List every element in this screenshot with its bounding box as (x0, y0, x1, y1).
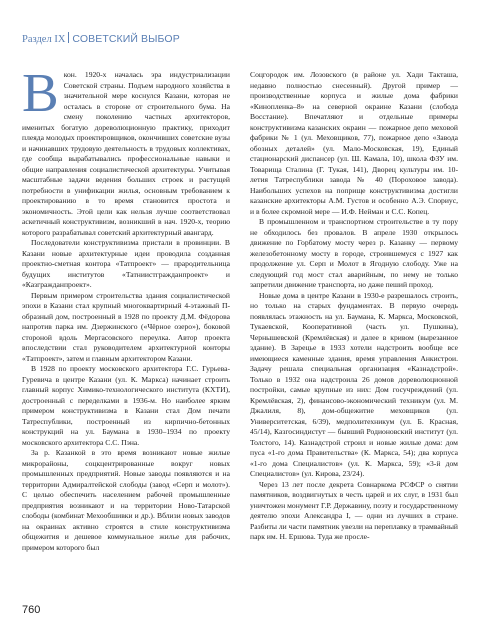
left-column (22, 62, 230, 553)
paragraph: Последователи конструктивизма пристали в провинции. В Казани новые архитектурные идеи проводила созданная проектно-сметная контора «Татпроект» — прародительница будущих институтов «Татниистгражданпроект» и «Казгражданпроект». (22, 238, 230, 289)
paragraph: За р. Казанкой в это время возникают новые жилые микрорайоны, соцкцентрированные вокруг новых промышленных предприятий. Новые заводы появляются и на территории Адмиралтейской слободы (завод «Серп и молот»). С целью обеспечить населением рабочей промышленные предприятия возникают и на территории Ново-Татарской слободы (комбинат Мехообшивки и др.). Вблизи новых заводов на окраинах активно строятся в стиле конструктивизма общежития и дешевое коммунальное жилье для рабочих, примером которого был (22, 448, 230, 552)
paragraph: Через 13 лет после декрета Совнаркома РСФСР о снятии памятников, воздвигнутых в честь царей и их слуг, в 1931 был уничтожен монумент Г.Р. Державину, поэту и государственному деятелю эпохи Александра I, — одни из лучших в стране. Разбиты ли части памятник увезли на переплавку в трамвайный парк им. Н. Ершова. Туда же просле- (250, 479, 458, 541)
paragraph: В 1928 по проекту московского архитектора Г.С. Гурьева-Гуревича в центре Казани (ул. К. Маркса) начинает строить главный корпус Химико-технологического института (КХТИ), достроенный с переделками в 1936-м. Но наиболее ярким примером конструктивизма в Казани стал Дом печати Татреспублики, построенный из кирпично-бетонных конструкций на ул. Баумана в 1930–1934 по проекту московского архитектора С.С. Пэна. (22, 364, 230, 447)
running-header (22, 32, 462, 46)
paragraph: В промышленном и транспортном строительстве в ту пору не обходилось без провалов. В апреле 1930 открылось движение по Горбатому мосту через р. Казанку — первому железобетонному мосту в городе, строившемуся с 1927 как продолжение ул. Серп и Молот в Ягодную слободу. Уже на следующий год мост стал аварийным, по нему не только запретили движение транспорта, но даже пеший проход. (250, 217, 458, 289)
header-divider (68, 32, 69, 43)
paragraph-text: кон. 1920-х началась эра индустриализации Советской страны. Подъем народного хозяйства в значительной мере коснулся Казани, которая не осталась в стороне от строительного бума. На смену поколению частных архитекторов, именитых богатую дореволюционную практику, приходит плеяда молодых проектировщиков, окончивших советские вузы и начинавших трудовую деятельность в трудовых коллективах, где сообща вырабатывались профессиональные навыки и общие направления социалистической архитектуры. Учитывая масштабные задачи ведения больших строек и растущей потребности в унификации жилья, основным требованием к проектированию в то время становится простота и экономичность. Этой цели как нельзя лучше соответствовал аскетичный конструктивизм, возникший в нач. 1920-х, теорию которого разрабатывал советский архитектурный авангард. (22, 70, 230, 237)
drop-cap: В (22, 62, 59, 123)
paragraph (22, 62, 230, 238)
paragraph: Новые дома в центре Казани в 1930-е разрешалось строить, но только на старых фундаментах. В первую очередь появлялась этажность на ул. Баумана, К. Маркса, Московской, Тукаевской, Кооперативной (часть ул. Пушкина), Чернышевской (Кремлёвская) и далее в кривом (вырезанное здание). В Зарецье в 1933 хотели надстроить вообще все имеющиеся каменные здания, время управления Анкистрои. Задачу решала специальная организация «Казнадстрой». Только в 1932 она надстроила 26 домов дореволюционной постройки, самые крупные из них: Дом госучреждений (ул. Кремлёвская, 2), финансово-экономический техникум (ул. М. Джалиля, 8), дом-общежитие меховщиков (ул. Университетская, 6/39), медполитехникум (ул. Б. Красная, 45/14), Казгосиндистут — бывший Родионовский институт (ул. Толстого, 14). Казнадстрой строил и новые жилые дома: дом пуса «1-го дома Правительства» (К. Маркса, 54); два корпуса «1-го дома Специалистов» (ул. К. Маркса, 59); «3-й дом Специалистов» (ул. Кирова, 23/24). (250, 290, 458, 478)
paragraph: Соцгородок им. Лозовского (в районе ул. Хади Такташа, недавно полностью снесенный). Другой пример — производственные корпуса и жилые дома фабрики «Кинопленка–8» на северной окраине Казани (слобода Восстание). Впечатляют и отдельные примеры конструктивизма казанских окраин — пожарное депо меховой фабрики № 1 (ул. Меховщиков, 77), пожарное депо «Завода обозных деталей» (ул. Мало-Московская, 19), Единый стационарский диспансер (ул. Ш. Камала, 10), школа ФЗУ им. Товарища Сталина (Г. Тукая, 141), Дворец культуры им. 10-летия Татреспублики завода № 40 (Пороховое завода). Наибольших успехов на поприще конструктивизма достигли казанские архитекторы А.М. Густов и особенно А.Э. Спориус, и в более скромной мере — И.Ф. Нейман и С.С. Копец. (250, 70, 458, 216)
paragraph: Первым примером строительства здания социалистической эпохи в Казани стал крупный многоквартирный 4-этажный П-образный дом, построенный в 1928 по проекту Д.М. Фёдорова напротив парка им. Дзержинского («Чёрное озеро»), боковой стороной вдоль Мергасовского переулка. Автор проекта впоследствии стал руководителем архитектурной конторы «Татпроект», затем и главным архитектором Казани. (22, 290, 230, 363)
section-title: СОВЕТСКИЙ ВЫБОР (72, 33, 180, 45)
page-number: 760 (22, 604, 41, 616)
right-column (250, 70, 458, 543)
section-label: Раздел IX (22, 34, 66, 45)
